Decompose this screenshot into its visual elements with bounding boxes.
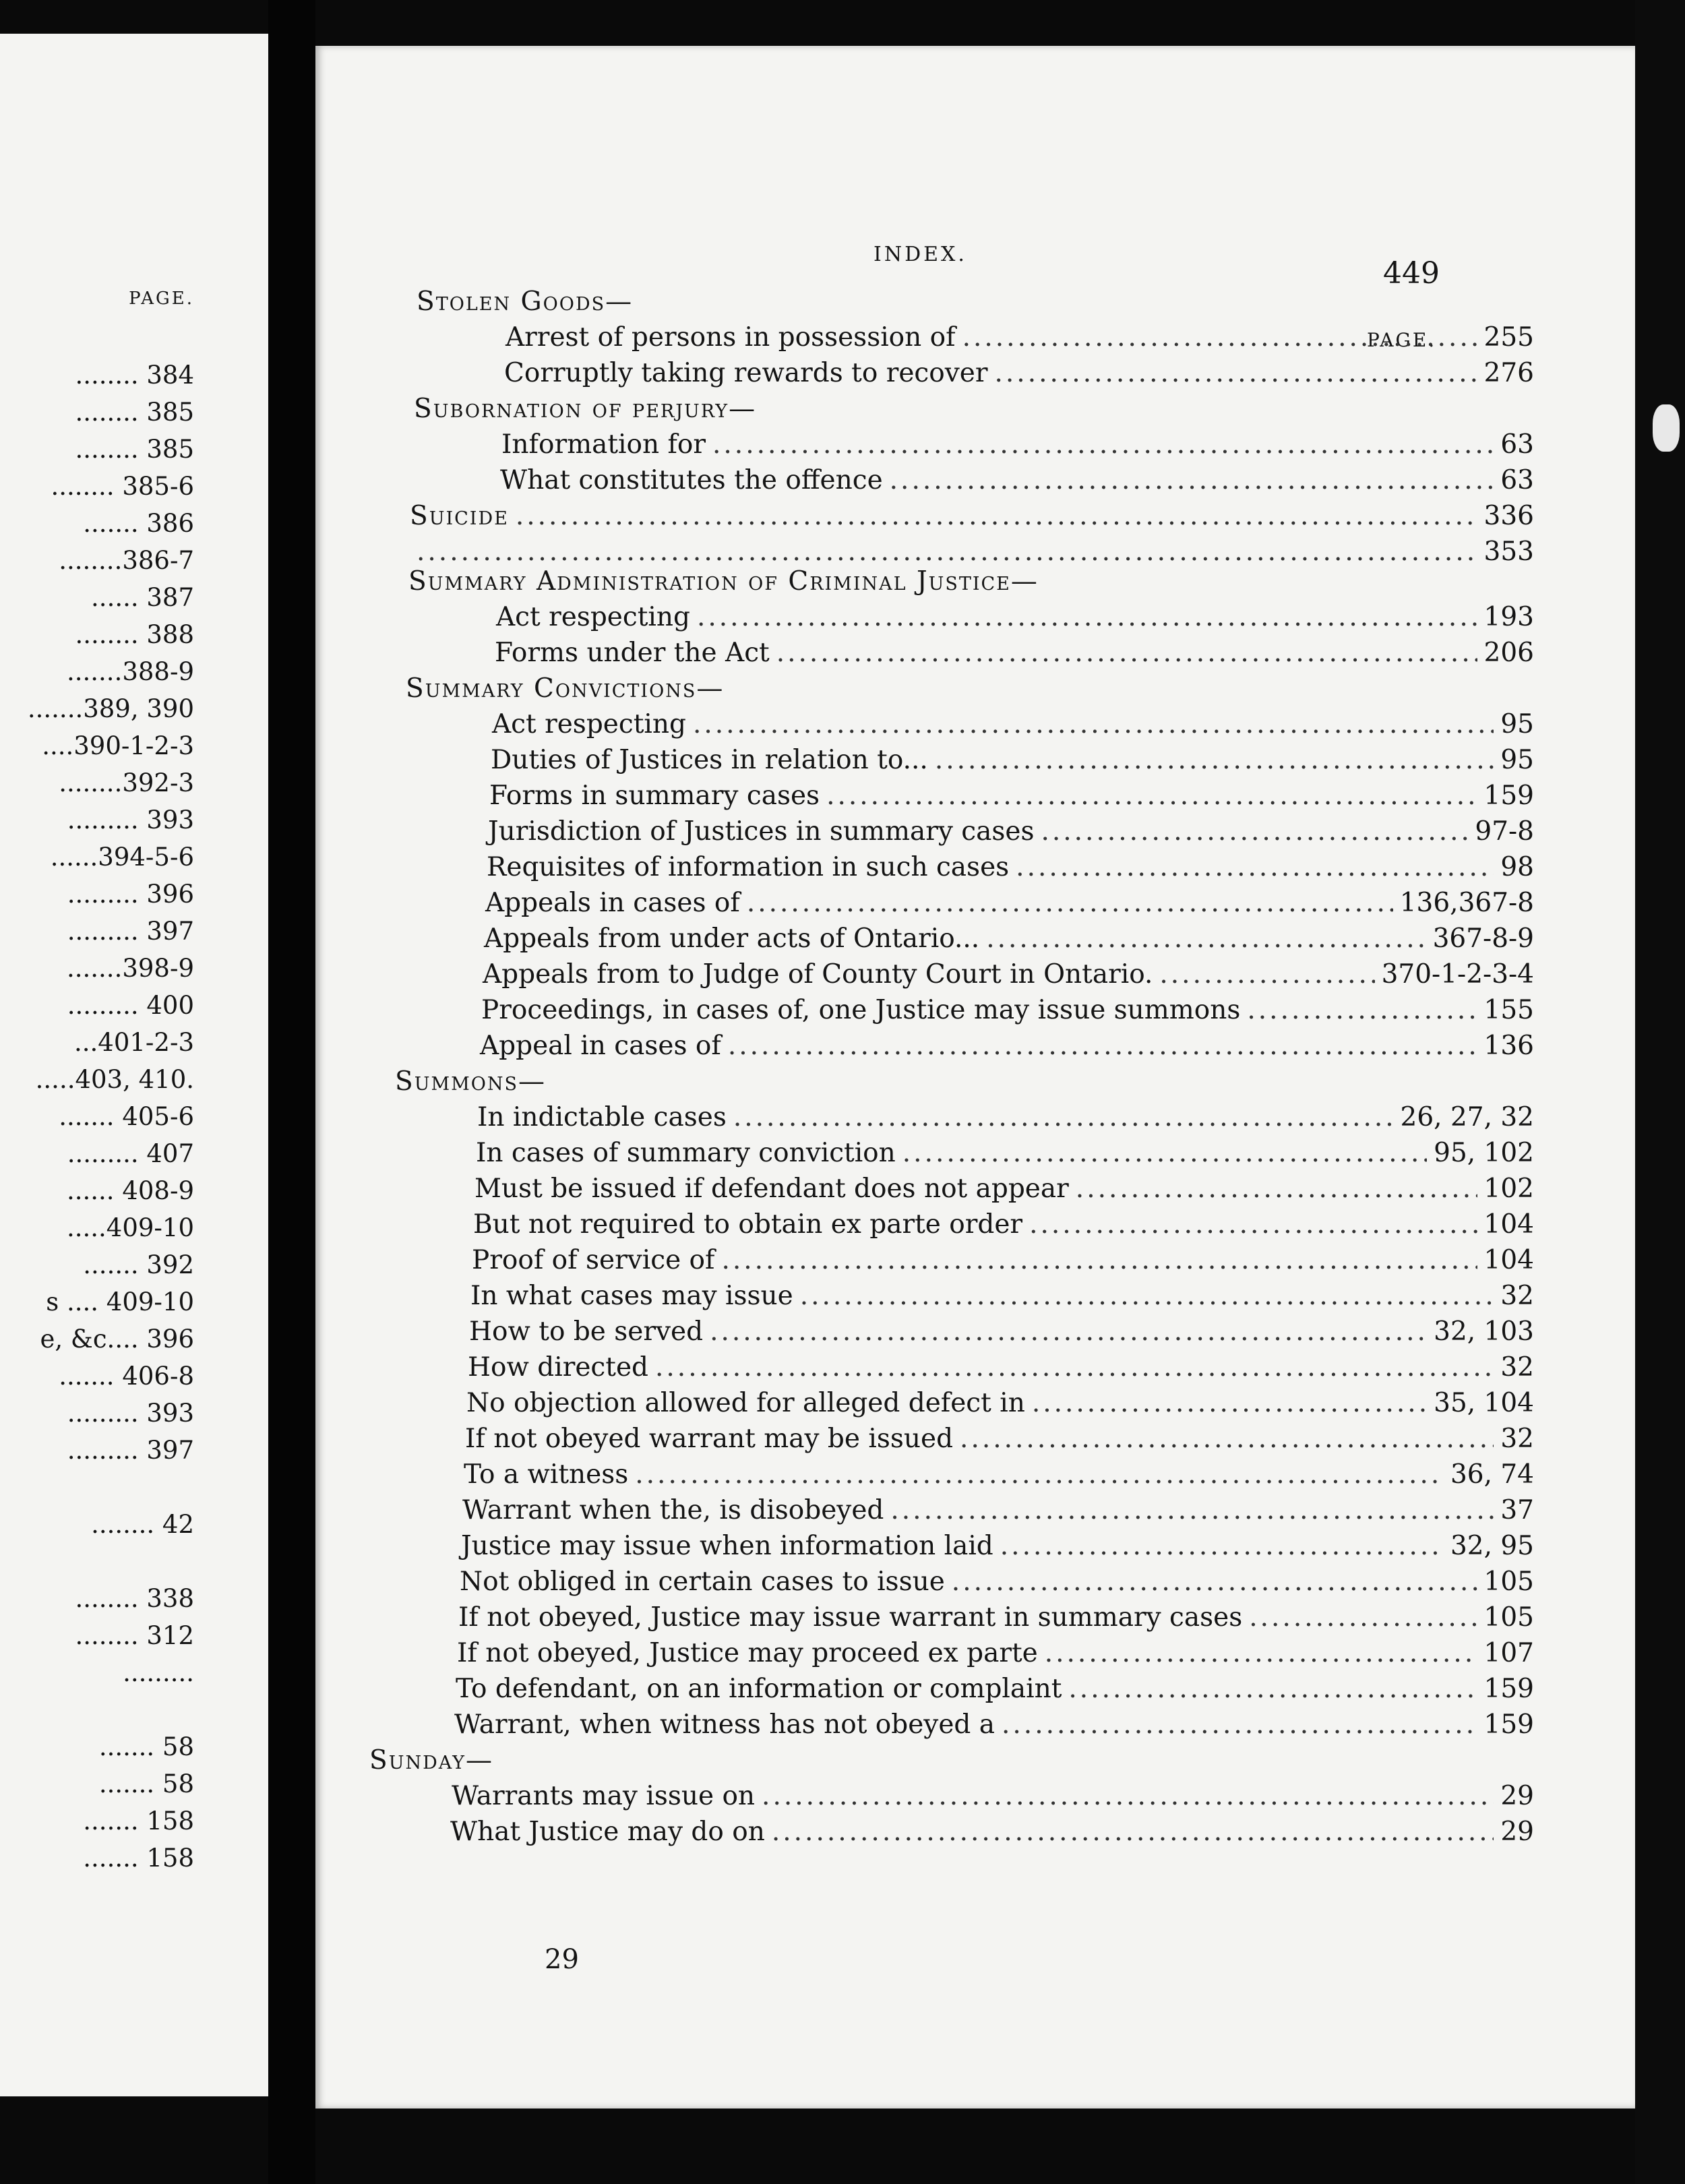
index-entry (488, 816, 1534, 847)
index-entry-text: Forms in summary cases (489, 781, 820, 811)
index-page-ref: 95 (1500, 709, 1534, 739)
leader-dots (890, 1495, 1494, 1525)
left-index-line: ......... 393 (67, 1399, 194, 1428)
leader-dots (762, 1781, 1494, 1811)
index-entry-text: Proof of service of (472, 1245, 715, 1275)
leader-dots (800, 1281, 1494, 1311)
page-column-label: PAGE. (1367, 329, 1437, 351)
left-index-line: ....... 58 (98, 1769, 194, 1798)
leader-dots (728, 1031, 1477, 1061)
index-heading-text: Summons— (395, 1066, 547, 1097)
page-number: 449 (1383, 256, 1440, 291)
index-entry-text: Appeal in cases of (480, 1031, 721, 1061)
index-page-ref: 336 (1483, 501, 1534, 531)
left-index-line: ......... 400 (67, 991, 194, 1020)
index-entry-text: Appeals in cases of (485, 888, 740, 918)
index-page-ref: 29 (1500, 1817, 1534, 1847)
index-entry-text: What Justice may do on (450, 1817, 765, 1847)
left-index-line: ......... (123, 1658, 194, 1687)
left-index-line: ........ 42 (91, 1510, 194, 1539)
index-entry (456, 1674, 1534, 1704)
index-page-ref: 370-1-2-3-4 (1381, 959, 1534, 990)
left-index-line: ........ 385-6 (51, 472, 194, 501)
book-gutter (268, 0, 315, 2184)
signature-mark: 29 (545, 1944, 579, 1975)
left-index-line: ........386-7 (59, 546, 194, 575)
index-entry (458, 1602, 1534, 1633)
left-index-line: ....... 405-6 (59, 1102, 194, 1131)
left-index-line: ......... 396 (67, 880, 194, 909)
index-page-ref: 193 (1483, 602, 1534, 632)
index-entry (461, 1531, 1534, 1561)
index-entry (492, 709, 1534, 739)
index-entry (470, 1281, 1534, 1311)
index-entry (466, 1388, 1534, 1418)
left-index-line: ...... 387 (91, 583, 194, 612)
leader-dots (1247, 995, 1477, 1025)
index-entry-text: But not required to obtain ex parte order (473, 1209, 1023, 1240)
index-entry-text: To a witness (464, 1459, 629, 1490)
index-entry (484, 923, 1534, 954)
left-index-line: ....390-1-2-3 (42, 731, 194, 760)
index-entry (464, 1459, 1534, 1490)
index-page-ref: 29 (1500, 1781, 1534, 1811)
index-page-ref: 32 (1500, 1352, 1534, 1383)
left-index-line: .....409-10 (66, 1213, 194, 1242)
index-page-ref: 107 (1483, 1638, 1534, 1668)
leader-dots (960, 1424, 1494, 1454)
index-entry-text: Information for (501, 429, 706, 460)
index-page-ref: 63 (1500, 429, 1534, 460)
left-index-line: ........ 388 (75, 620, 194, 649)
index-page-ref: 206 (1483, 638, 1534, 668)
index-entry (450, 1817, 1534, 1847)
left-index-line: ........ 384 (75, 361, 194, 390)
index-page-ref: 32 (1500, 1281, 1534, 1311)
index-page-ref: 102 (1483, 1174, 1534, 1204)
leader-dots (1159, 959, 1374, 990)
index-heading (406, 673, 1534, 704)
index-entry-text: No objection allowed for alleged defect in (466, 1388, 1025, 1418)
left-index-line: .......388-9 (67, 657, 194, 686)
index-entry (501, 429, 1534, 460)
index-page-ref: 32, 95 (1450, 1531, 1534, 1561)
index-page-ref: 26, 27, 32 (1400, 1102, 1534, 1132)
leader-dots (417, 537, 1477, 567)
left-index-line: ........392-3 (59, 768, 194, 797)
index-entry-text: Arrest of persons in possession of (506, 322, 956, 353)
left-index-line: .......398-9 (67, 954, 194, 983)
index-entry-text: Not obliged in certain cases to issue (460, 1567, 945, 1597)
leader-dots (655, 1352, 1494, 1383)
leader-dots (635, 1459, 1444, 1490)
left-index-line: ...... 408-9 (67, 1176, 194, 1205)
index-entry (474, 1174, 1534, 1204)
leader-dots (1249, 1602, 1477, 1633)
left-index-line: ........ 312 (75, 1621, 194, 1650)
leader-dots (697, 602, 1477, 632)
index-entry-text: Act respecting (496, 602, 690, 632)
index-entry-text: Act respecting (492, 709, 686, 739)
leader-dots (935, 745, 1494, 775)
left-index-line: ........ 385 (75, 398, 194, 427)
index-entry-text: Warrant, when witness has not obeyed a (454, 1709, 995, 1740)
index-heading (414, 394, 1534, 424)
index-entry-text: Duties of Justices in relation to... (491, 745, 928, 775)
leader-dots (890, 465, 1494, 495)
leader-dots (772, 1817, 1494, 1847)
index-heading (408, 566, 1534, 597)
index-heading (395, 1066, 1534, 1097)
index-entry (483, 959, 1534, 990)
index-page-ref: 353 (1483, 537, 1534, 567)
index-entry (506, 322, 1534, 353)
leader-dots (952, 1567, 1477, 1597)
leader-dots (1029, 1209, 1477, 1240)
leader-dots (986, 923, 1426, 954)
leader-dots (1045, 1638, 1477, 1668)
index-page-ref: 32, 103 (1434, 1316, 1534, 1347)
index-page-ref: 63 (1500, 465, 1534, 495)
index-heading-text: Summary Convictions— (406, 673, 725, 704)
leader-dots (902, 1138, 1427, 1168)
leader-dots (747, 888, 1393, 918)
index-entry (473, 1209, 1534, 1240)
index-entry (454, 1709, 1534, 1740)
index-page-ref: 95, 102 (1434, 1138, 1534, 1168)
left-page (0, 34, 268, 2096)
index-entry-text: Jurisdiction of Justices in summary cases (488, 816, 1035, 847)
index-entry (489, 781, 1534, 811)
left-index-line: ......... 397 (67, 917, 194, 946)
index-entry-text: If not obeyed warrant may be issued (465, 1424, 954, 1454)
left-index-line: ....... 386 (83, 509, 194, 538)
index-entry-text: How directed (468, 1352, 648, 1383)
index-entry-text: Forms under the Act (495, 638, 770, 668)
index-entry (495, 638, 1534, 668)
index-entry-text: Requisites of information in such cases (487, 852, 1010, 882)
left-page-header: PAGE. (129, 289, 194, 309)
left-index-line: ......... 407 (67, 1139, 194, 1168)
left-index-line: ....... 392 (83, 1250, 194, 1279)
leader-dots (516, 501, 1477, 531)
index-heading-text: Sunday— (369, 1745, 493, 1776)
index-entry (469, 1316, 1534, 1347)
leader-dots (1002, 1709, 1477, 1740)
index-entry (468, 1352, 1534, 1383)
leader-dots (712, 429, 1494, 460)
index-page-ref: 159 (1483, 781, 1534, 811)
index-page-ref: 136,367-8 (1399, 888, 1534, 918)
index-page-ref: 367-8-9 (1432, 923, 1534, 954)
index-page-ref: 37 (1500, 1495, 1534, 1525)
leader-dots (1016, 852, 1494, 882)
leader-dots (710, 1316, 1427, 1347)
scan-artifact (1653, 404, 1680, 452)
index-entry-text: Appeals from under acts of Ontario... (484, 923, 980, 954)
index-entry-text: Corruptly taking rewards to recover (504, 358, 988, 388)
index-entry-text: How to be served (469, 1316, 704, 1347)
running-head: INDEX. (874, 243, 967, 266)
index-entry (485, 888, 1534, 918)
index-entry-text: What constitutes the offence (500, 465, 883, 495)
index-page-ref: 155 (1483, 995, 1534, 1025)
left-index-line: e, &c.... 396 (40, 1325, 194, 1354)
leader-dots (776, 638, 1477, 668)
index-heading (369, 1745, 1534, 1776)
left-index-line: ....... 158 (83, 1807, 194, 1836)
index-entry (462, 1495, 1534, 1525)
index-entry (477, 1102, 1534, 1132)
index-entry (452, 1781, 1534, 1811)
index-heading-text: Subornation of perjury— (414, 394, 757, 424)
leader-dots (826, 781, 1477, 811)
right-page (315, 46, 1635, 2109)
index-entry-text: Justice may issue when information laid (461, 1531, 993, 1561)
index-page-ref: 98 (1500, 852, 1534, 882)
index-page-ref: 104 (1483, 1209, 1534, 1240)
leader-dots (1068, 1674, 1477, 1704)
left-index-line: .....403, 410. (35, 1065, 194, 1094)
index-page-ref: 36, 74 (1450, 1459, 1534, 1490)
index-entry (460, 1567, 1534, 1597)
left-index-line: ....... 158 (83, 1844, 194, 1873)
scan-border-right (1635, 0, 1685, 2184)
index-entry-text: If not obeyed, Justice may issue warrant in summary cases (458, 1602, 1243, 1633)
index-entry (491, 745, 1534, 775)
index-entry-text: In indictable cases (477, 1102, 727, 1132)
index-page-ref: 105 (1483, 1567, 1534, 1597)
index-page-ref: 255 (1483, 322, 1534, 353)
leader-dots (733, 1102, 1394, 1132)
index-entry (504, 358, 1534, 388)
leader-dots (693, 709, 1494, 739)
leader-dots (1076, 1174, 1477, 1204)
index-page-ref: 32 (1500, 1424, 1534, 1454)
leader-dots (962, 322, 1477, 353)
index-entry-text: In cases of summary conviction (476, 1138, 896, 1168)
index-page-ref: 95 (1500, 745, 1534, 775)
index-entry (496, 602, 1534, 632)
left-index-line: ....... 406-8 (59, 1362, 194, 1391)
index-page-ref: 159 (1483, 1709, 1534, 1740)
index-entry (465, 1424, 1534, 1454)
left-index-line: ........ 338 (75, 1584, 194, 1613)
index-page-ref: 159 (1483, 1674, 1534, 1704)
index-entry-text: Warrants may issue on (452, 1781, 756, 1811)
index-entry-text: Warrant when the, is disobeyed (462, 1495, 884, 1525)
index-heading-text: Summary Administration of Criminal Justice— (408, 566, 1039, 597)
index-heading (410, 501, 1534, 531)
index-heading-text: Suicide (410, 501, 509, 531)
left-index-line: ....... 58 (98, 1732, 194, 1761)
left-index-line: ...401-2-3 (74, 1028, 194, 1057)
index-entry (500, 465, 1534, 495)
left-index-line: s .... 409-10 (46, 1287, 194, 1316)
left-index-line: ......... 397 (67, 1436, 194, 1465)
index-heading-text: Stolen Goods— (417, 286, 634, 317)
left-index-line: ......394-5-6 (50, 843, 194, 872)
index-entry (476, 1138, 1534, 1168)
left-index-line: ......... 393 (67, 806, 194, 835)
index-page-ref: 35, 104 (1434, 1388, 1534, 1418)
leader-dots (1041, 816, 1468, 847)
left-index-line: .......389, 390 (27, 694, 194, 723)
index-entry (480, 1031, 1534, 1061)
index-entry-text: Proceedings, in cases of, one Justice may issue summons (481, 995, 1241, 1025)
leader-dots (1032, 1388, 1427, 1418)
index-page-ref: 105 (1483, 1602, 1534, 1633)
leader-dots (995, 358, 1477, 388)
index-entry (472, 1245, 1534, 1275)
index-page-ref: 97-8 (1475, 816, 1534, 847)
index-entry-text: If not obeyed, Justice may proceed ex parte (457, 1638, 1038, 1668)
leader-dots (1000, 1531, 1444, 1561)
index-page-ref: 276 (1483, 358, 1534, 388)
index-page-ref: 104 (1483, 1245, 1534, 1275)
index-entry (487, 852, 1534, 882)
index-entry (481, 995, 1534, 1025)
index-entry-text: In what cases may issue (470, 1281, 793, 1311)
index-entry-text: Appeals from to Judge of County Court in Ontario. (483, 959, 1153, 990)
index-entry (457, 1638, 1534, 1668)
index-entry-text: To defendant, on an information or complaint (456, 1674, 1062, 1704)
index-heading (417, 286, 1534, 317)
left-index-line: ........ 385 (75, 435, 194, 464)
index-page-ref: 136 (1483, 1031, 1534, 1061)
index-heading (410, 537, 1534, 567)
leader-dots (721, 1245, 1477, 1275)
index-entry-text: Must be issued if defendant does not appear (474, 1174, 1069, 1204)
